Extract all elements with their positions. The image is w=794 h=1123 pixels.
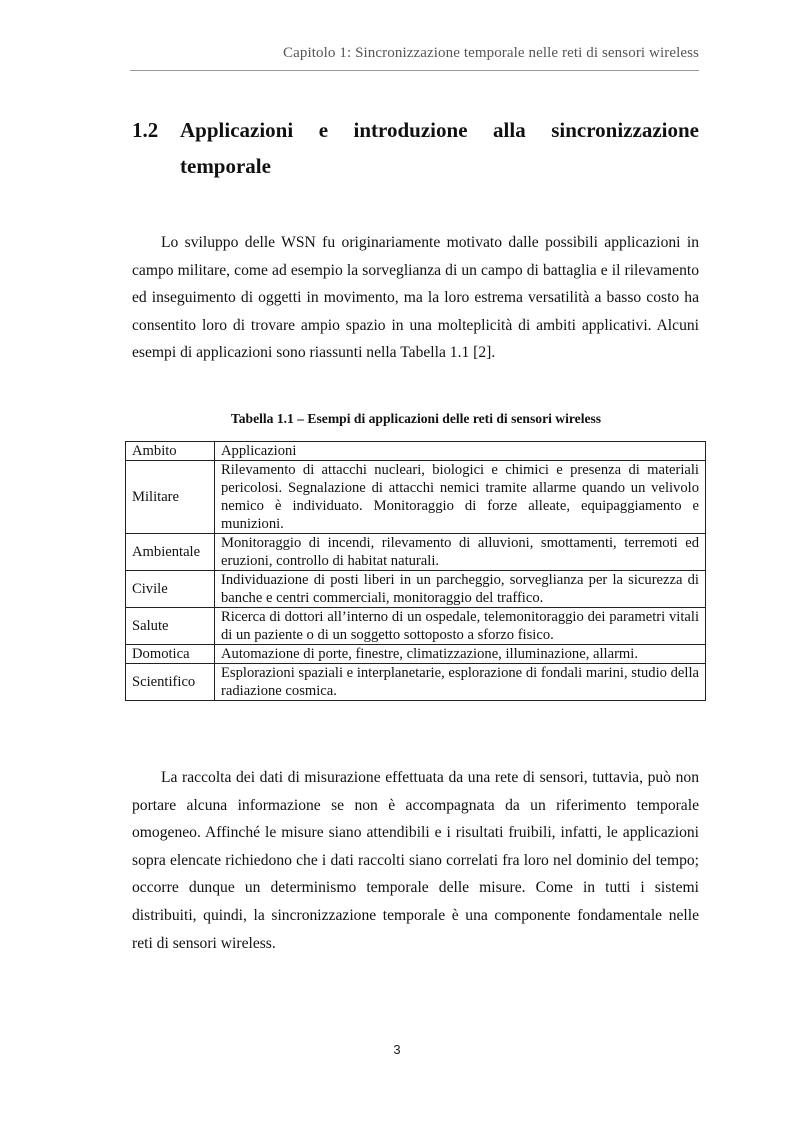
section-title [180,112,699,184]
table-row [126,664,706,701]
table-cell-ambito: Militare [126,461,215,534]
table-cell-ambito: Scientifico [126,664,215,701]
table-cell-applicazioni: Automazione di porte, finestre, climatizzazione, illuminazione, allarmi. [215,645,706,664]
table-cell-ambito: Domotica [126,645,215,664]
section-title-word: e [318,118,329,142]
table-cell-applicazioni: Monitoraggio di incendi, rilevamento di alluvioni, smottamenti, terremoti ed eruzioni, controllo di habitat naturali. [215,534,706,571]
table-header-applicazioni: Applicazioni [215,442,706,461]
table-row [126,571,706,608]
header-rule [130,70,699,71]
table-cell-applicazioni: Esplorazioni spaziali e interplanetarie, esplorazione di fondali marini, studio della radiazione cosmica. [215,664,706,701]
section-title-word: sincronizzazione [551,118,699,142]
body-paragraph-text: La raccolta dei dati di misurazione effettuata da una rete di sensori, tuttavia, può non portare alcuna informazione se non è accompagnata da un riferimento temporale omogeneo. Affinché le misure siano attendibili e i risultati fruibili, infatti, le applicazioni sopra elencate richiedono che i dati raccolti siano correlati fra loro nel dominio del tempo; occorre dunque un determinismo temporale delle misure. Come in tutti i sistemi distribuiti, quindi, la sincronizzazione temporale è una componente fondamentale nelle reti di sensori wireless. [132,769,699,952]
table-row [126,645,706,664]
running-header: Capitolo 1: Sincronizzazione temporale nelle reti di sensori wireless [283,45,699,61]
table-cell-ambito: Civile [126,571,215,608]
table-cell-applicazioni: Rilevamento di attacchi nucleari, biologici e chimici e presenza di materiali pericolosi. Segnalazione di attacchi nemici tramite allarme quando un velivolo nemico è individuato. Monitoraggio di forze alleate, equipaggiamento e munizioni. [215,461,706,534]
table-cell-applicazioni: Individuazione di posti liberi in un parcheggio, sorveglianza per la sicurezza di banche e centri commerciali, monitoraggio del traffico. [215,571,706,608]
section-heading [132,112,699,184]
table-cell-ambito: Salute [126,608,215,645]
table-cell-applicazioni: Ricerca di dottori all’interno di un ospedale, telemonitoraggio dei parametri vitali di un paziente o di un soggetto sottoposto a sforzo fisico. [215,608,706,645]
table-header-row [126,442,706,461]
page-number: 3 [393,1042,401,1057]
table-row [126,461,706,534]
table-header-ambito: Ambito [126,442,215,461]
table-row [126,608,706,645]
applications-table [125,441,706,701]
table-caption: Tabella 1.1 – Esempi di applicazioni delle reti di sensori wireless [230,411,602,426]
intro-paragraph-text: Lo sviluppo delle WSN fu originariamente motivato dalle possibili applicazioni in campo militare, come ad esempio la sorveglianza di un campo di battaglia e il rilevamento ed inseguimento di oggetti in movimento, ma la loro estrema versatilità a basso costo ha consentito loro di trovare ampio spazio in una molteplicità di ambiti applicativi. Alcuni esempi di applicazioni sono riassunti nella Tabella 1.1 [2]. [132,234,699,362]
section-title-word: alla [493,118,526,142]
section-title-line-1 [180,112,699,148]
section-title-word: introduzione [353,118,468,142]
table-row [126,534,706,571]
body-paragraph [132,764,699,957]
section-title-word: Applicazioni [180,118,294,142]
table-cell-ambito: Ambientale [126,534,215,571]
section-number: 1.2 [132,118,159,142]
intro-paragraph [132,229,699,367]
section-title-line-2: temporale [180,154,271,178]
